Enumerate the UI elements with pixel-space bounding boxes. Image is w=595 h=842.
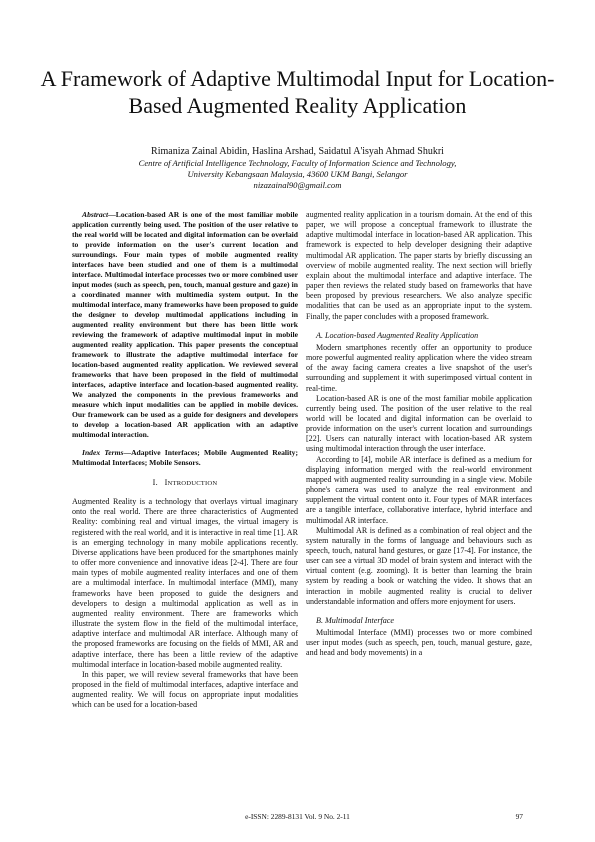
intro-paragraph-3: augmented reality application in a tourism domain. At the end of this paper, we will propose a conceptual framework to illustrate the adaptive multimodal interface in location-based AR application. This framework is expected to help developer designing their adaptive multimodal AR application. The paper starts by briefly discussing an overview of mobile augmented reality. The next section will briefly explain about the multimodal interface and adaptive interface. The paper then reviews the related study based on frameworks that have been proposed by previous researchers. We also analyze specific modalities that can be used as an appropriate input to the system. Finally, the paper concludes with a proposed framework. [306,210,532,321]
author-list: Rimaniza Zainal Abidin, Haslina Arshad, Saidatul A'isyah Ahmad Shukri [151,146,444,157]
subsection-heading-a: A. Location-based Augmented Reality Application [316,330,479,340]
subsection-a-paragraph-1: Modern smartphones recently offer an opportunity to produce more powerful augmented reality application where the video stream of the away facing camera creates a live snapshot of the user's surrounding and supplement it with superimposed virtual content in real-time. [306,342,532,393]
paper-title: A Framework of Adaptive Multimodal Input for Location-Based Augmented Reality Application [40,66,555,118]
affiliation-block [40,158,555,192]
intro-paragraph-2: In this paper, we will review several frameworks that have been proposed in the field of multimodal interfaces, adaptive interface and augmented reality. We will focus on appropriate input modalities which can be used for a location-based [72,669,298,710]
index-terms-text: —Adaptive Interfaces; Mobile Augmented Reality; Multimodal Interfaces; Mobile Sensors. [72,448,298,467]
left-column [72,210,298,710]
affiliation-line-1: Centre of Artificial Intelligence Technology, Faculty of Information Science and Technology, [138,158,457,168]
page-number: 97 [515,812,523,821]
subsection-b-paragraph-1: Multimodal Interface (MMI) processes two or more combined user input modes (such as speech, pen, touch, manual gesture, gaze, and head and body movements) in a [306,628,532,658]
author-email[interactable]: nizazainal90@gmail.com [253,180,342,191]
subsection-a-paragraph-2: Location-based AR is one of the most familiar mobile application currently being used. The position of the user relative to the real world will be located and digital information can be overlaid to provide information on the user's current location and surroundings [22]. Users can naturally interact with location-based AR system using multimodal interaction through the user interface. [306,393,532,454]
intro-paragraph-1: Augmented Reality is a technology that overlays virtual imaginary onto the real world. There are three characteristics of Augmented Reality: combining real and virtual images, the virtual imagery is registered with the real world, and it is interactive in real time [1]. AR is an emerging technology in many mobile applications recently. Diverse applications have been produced for the smartphones mainly to offer more convenience and innovative ideas [2-4]. There are four main types of mobile augmented reality interfaces and one of them are a multimodal interface. In multimodal interface (MMI), many frameworks have been proposed to guide the designers and developers to design a multimodal application as well as in augmented reality environment. There are frameworks which illustrate the system flow in the field of the multimodal interface, adaptive interface and multimodal AR interface. Although many of the proposed frameworks are focusing on the fields of MMI, AR and adaptive interface, there has been a little review of the adaptive multimodal interface in location-based mobile augmented reality. [72,497,298,669]
abstract-label: Abstract [82,210,109,219]
subsection-a-paragraph-4: Multimodal AR is defined as a combination of real object and the system naturally in the forms of language and behaviours such as speech, touch, natural hand gestures, or gaze [17-4]. For instance, the user can see a virtual 3D model of brain system and interact with the virtual content (e.g. zooming). It is better than learning the brain system by reading a book or watching the video. It shows that an interaction in mobile augmented reality is crucial to deliver understandable information and offers more enjoyment for users. [306,525,532,606]
index-terms-label: Index Terms [82,448,124,457]
subsection-a-paragraph-3: According to [4], mobile AR interface is defined as a medium for displaying information merged with the real-world environment mapped with augmented reality surrounding in a single view. Mobile phone's camera was used to analyze the real environment and supplement the virtual content onto it. Four types of MAR interfaces are a tangible interface, collaborative interface, hybrid interface and multimodal AR interface. [306,454,532,525]
abstract [72,210,298,440]
index-terms [72,448,298,468]
abstract-text: —Location-based AR is one of the most familiar mobile application currently being used. The position of the user relative to the real world will be located and digital information can be overlaid to provide information on the user's current location and surroundings. Four main types of mobile augmented reality interfaces have been studied and one of them is a multimodal interface. Multimodal interface processes two or more combined user input modes (such as speech, pen, touch, manual gesture and gaze) in a coordinated manner with multimedia system output. In the multimodal interface, many frameworks have been proposed to guide the designer to develop multimodal applications including in augmented reality environment but there has been little work reviewing the framework of adaptive multimodal input in mobile augmented reality application. This paper presents the conceptual framework to illustrate the adaptive multimodal interface for location-based augmented reality application. We reviewed several frameworks that have been proposed in the field of multimodal interfaces, adaptive interface and location-based augmented reality. We analyzed the components in the previous frameworks and measure which input modalities can be applied in mobile devices. Our framework can be used as a guide for designers and developers to develop a location-based AR application with an adaptive multimodal interaction. [72,210,298,439]
footer-issn: e-ISSN: 2289-8131 Vol. 9 No. 2-11 [245,812,350,821]
section-heading-introduction: I. INTRODUCTION [152,478,218,487]
subsection-heading-b: B. Multimodal Interface [316,615,394,625]
right-column [306,210,532,659]
affiliation-line-2: University Kebangsaan Malaysia, 43600 UKM Bangi, Selangor [187,169,408,180]
